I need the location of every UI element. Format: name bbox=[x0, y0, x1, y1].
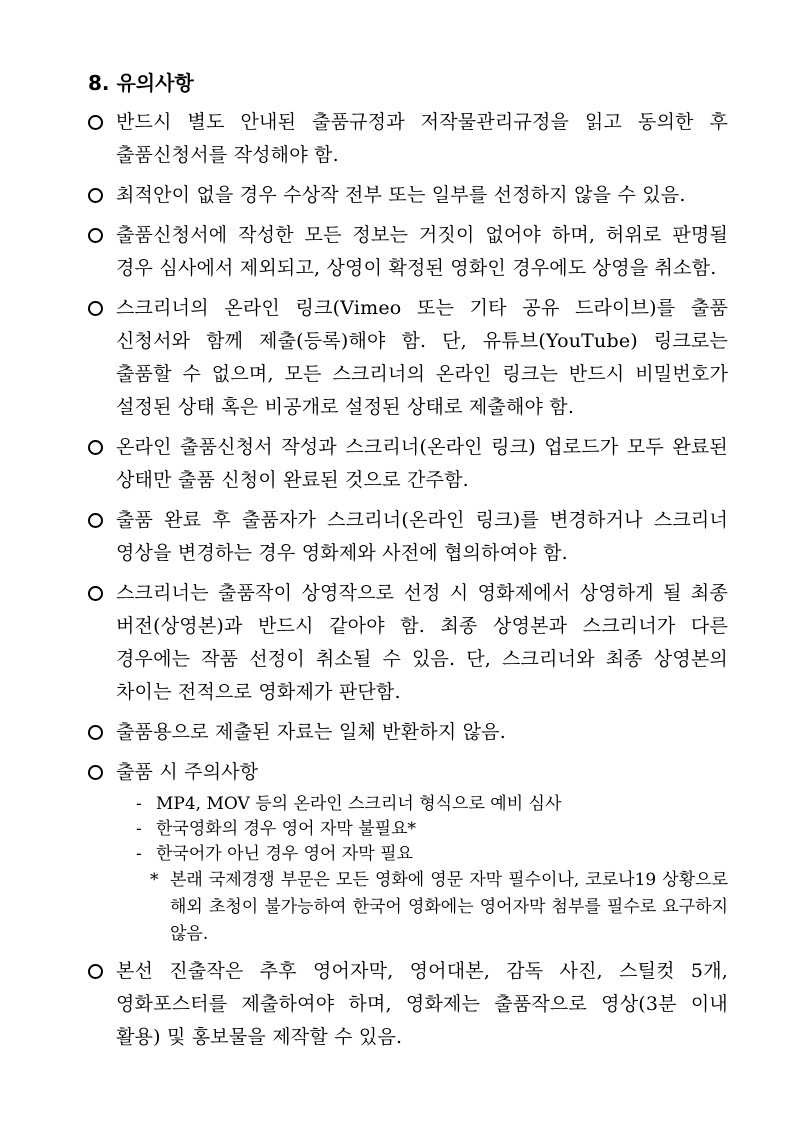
notice-text: 본선 진출작은 추후 영어자막, 영어대본, 감독 사진, 스틸컷 5개, 영화포스터를 제출하여야 하며, 영화제는 출품작으로 영상(3분 이내 활용) 및 홍보물을 제작할 수 있음. bbox=[116, 960, 728, 1048]
footnote-text: 본래 국제경쟁 부문은 모든 영화에 영문 자막 필수이나, 코로나19 상황으로 해외 초청이 불가능하여 한국어 영화에는 영어자막 첨부를 필수로 요구하지 않음. bbox=[170, 870, 728, 944]
notice-text: 출품 완료 후 출품자가 스크리너(온라인 링크)를 변경하거나 스크리너 영상을 변경하는 경우 영화제와 사전에 협의하여야 함. bbox=[116, 509, 728, 564]
circle-bullet-icon bbox=[88, 440, 103, 455]
notice-text: 출품 시 주의사항 bbox=[116, 761, 259, 783]
notice-text: 온라인 출품신청서 작성과 스크리너(온라인 링크) 업로드가 모두 완료된 상태만 출품 신청이 완료된 것으로 간주함. bbox=[116, 436, 728, 491]
circle-bullet-icon bbox=[88, 115, 103, 130]
circle-bullet-icon bbox=[88, 586, 103, 601]
notice-item bbox=[88, 577, 728, 709]
asterisk-marker: * bbox=[150, 870, 159, 890]
circle-bullet-icon bbox=[88, 725, 103, 740]
notice-text: 출품신청서에 작성한 모든 정보는 거짓이 없어야 하며, 허위로 판명될 경우 심사에서 제외되고, 상영이 확정된 영화인 경우에도 상영을 취소함. bbox=[116, 224, 728, 279]
notice-item bbox=[88, 504, 728, 570]
circle-bullet-icon bbox=[88, 765, 103, 780]
circle-bullet-icon bbox=[88, 964, 103, 979]
notice-list bbox=[88, 106, 728, 1061]
section-title: 8. 유의사항 bbox=[88, 71, 194, 95]
sub-list-item bbox=[126, 842, 728, 867]
sub-list-text: 한국영화의 경우 영어 자막 불필요* bbox=[156, 819, 417, 839]
notice-item bbox=[88, 431, 728, 497]
dash-marker: - bbox=[136, 844, 142, 864]
circle-bullet-icon bbox=[88, 188, 103, 203]
sub-list-item bbox=[126, 792, 728, 817]
dash-marker: - bbox=[136, 794, 142, 814]
sub-list-text: 한국어가 아닌 경우 영어 자막 필요 bbox=[156, 844, 413, 864]
dash-marker: - bbox=[136, 819, 142, 839]
notice-item-submission-cautions bbox=[88, 756, 728, 948]
notice-item bbox=[88, 955, 728, 1054]
notice-text: 스크리너는 출품작이 상영작으로 선정 시 영화제에서 상영하게 될 최종 버전(상영본)과 반드시 같아야 함. 최종 상영본과 스크리너가 다른 경우에는 작품 선정이 취소될 수 있음. 단, 스크리너와 최종 상영본의 차이는 전적으로 영화제가 판단함. bbox=[116, 582, 728, 703]
notice-item bbox=[88, 219, 728, 285]
notice-item bbox=[88, 716, 728, 749]
sub-list-item bbox=[126, 817, 728, 842]
sub-list bbox=[116, 792, 728, 948]
circle-bullet-icon bbox=[88, 513, 103, 528]
notice-item bbox=[88, 106, 728, 172]
notice-item bbox=[88, 179, 728, 212]
notice-text: 최적안이 없을 경우 수상작 전부 또는 일부를 선정하지 않을 수 있음. bbox=[116, 184, 686, 206]
notice-item bbox=[88, 292, 728, 424]
sub-list-text: MP4, MOV 등의 온라인 스크리너 형식으로 예비 심사 bbox=[156, 794, 562, 814]
notice-text: 스크리너의 온라인 링크(Vimeo 또는 기타 공유 드라이브)를 출품 신청서와 함께 제출(등록)해야 함. 단, 유튜브(YouTube) 링크로는 출품할 수 없으며, 모든 스크리너의 온라인 링크는 반드시 비밀번호가 설정된 상태 혹은 비공개로 설정된 상태로 제출해야 함. bbox=[116, 297, 728, 418]
notice-text: 반드시 별도 안내된 출품규정과 저작물관리규정을 읽고 동의한 후 출품신청서를 작성해야 함. bbox=[116, 111, 728, 166]
circle-bullet-icon bbox=[88, 228, 103, 243]
notice-text: 출품용으로 제출된 자료는 일체 반환하지 않음. bbox=[116, 721, 506, 743]
circle-bullet-icon bbox=[88, 301, 103, 316]
footnote bbox=[126, 867, 728, 948]
